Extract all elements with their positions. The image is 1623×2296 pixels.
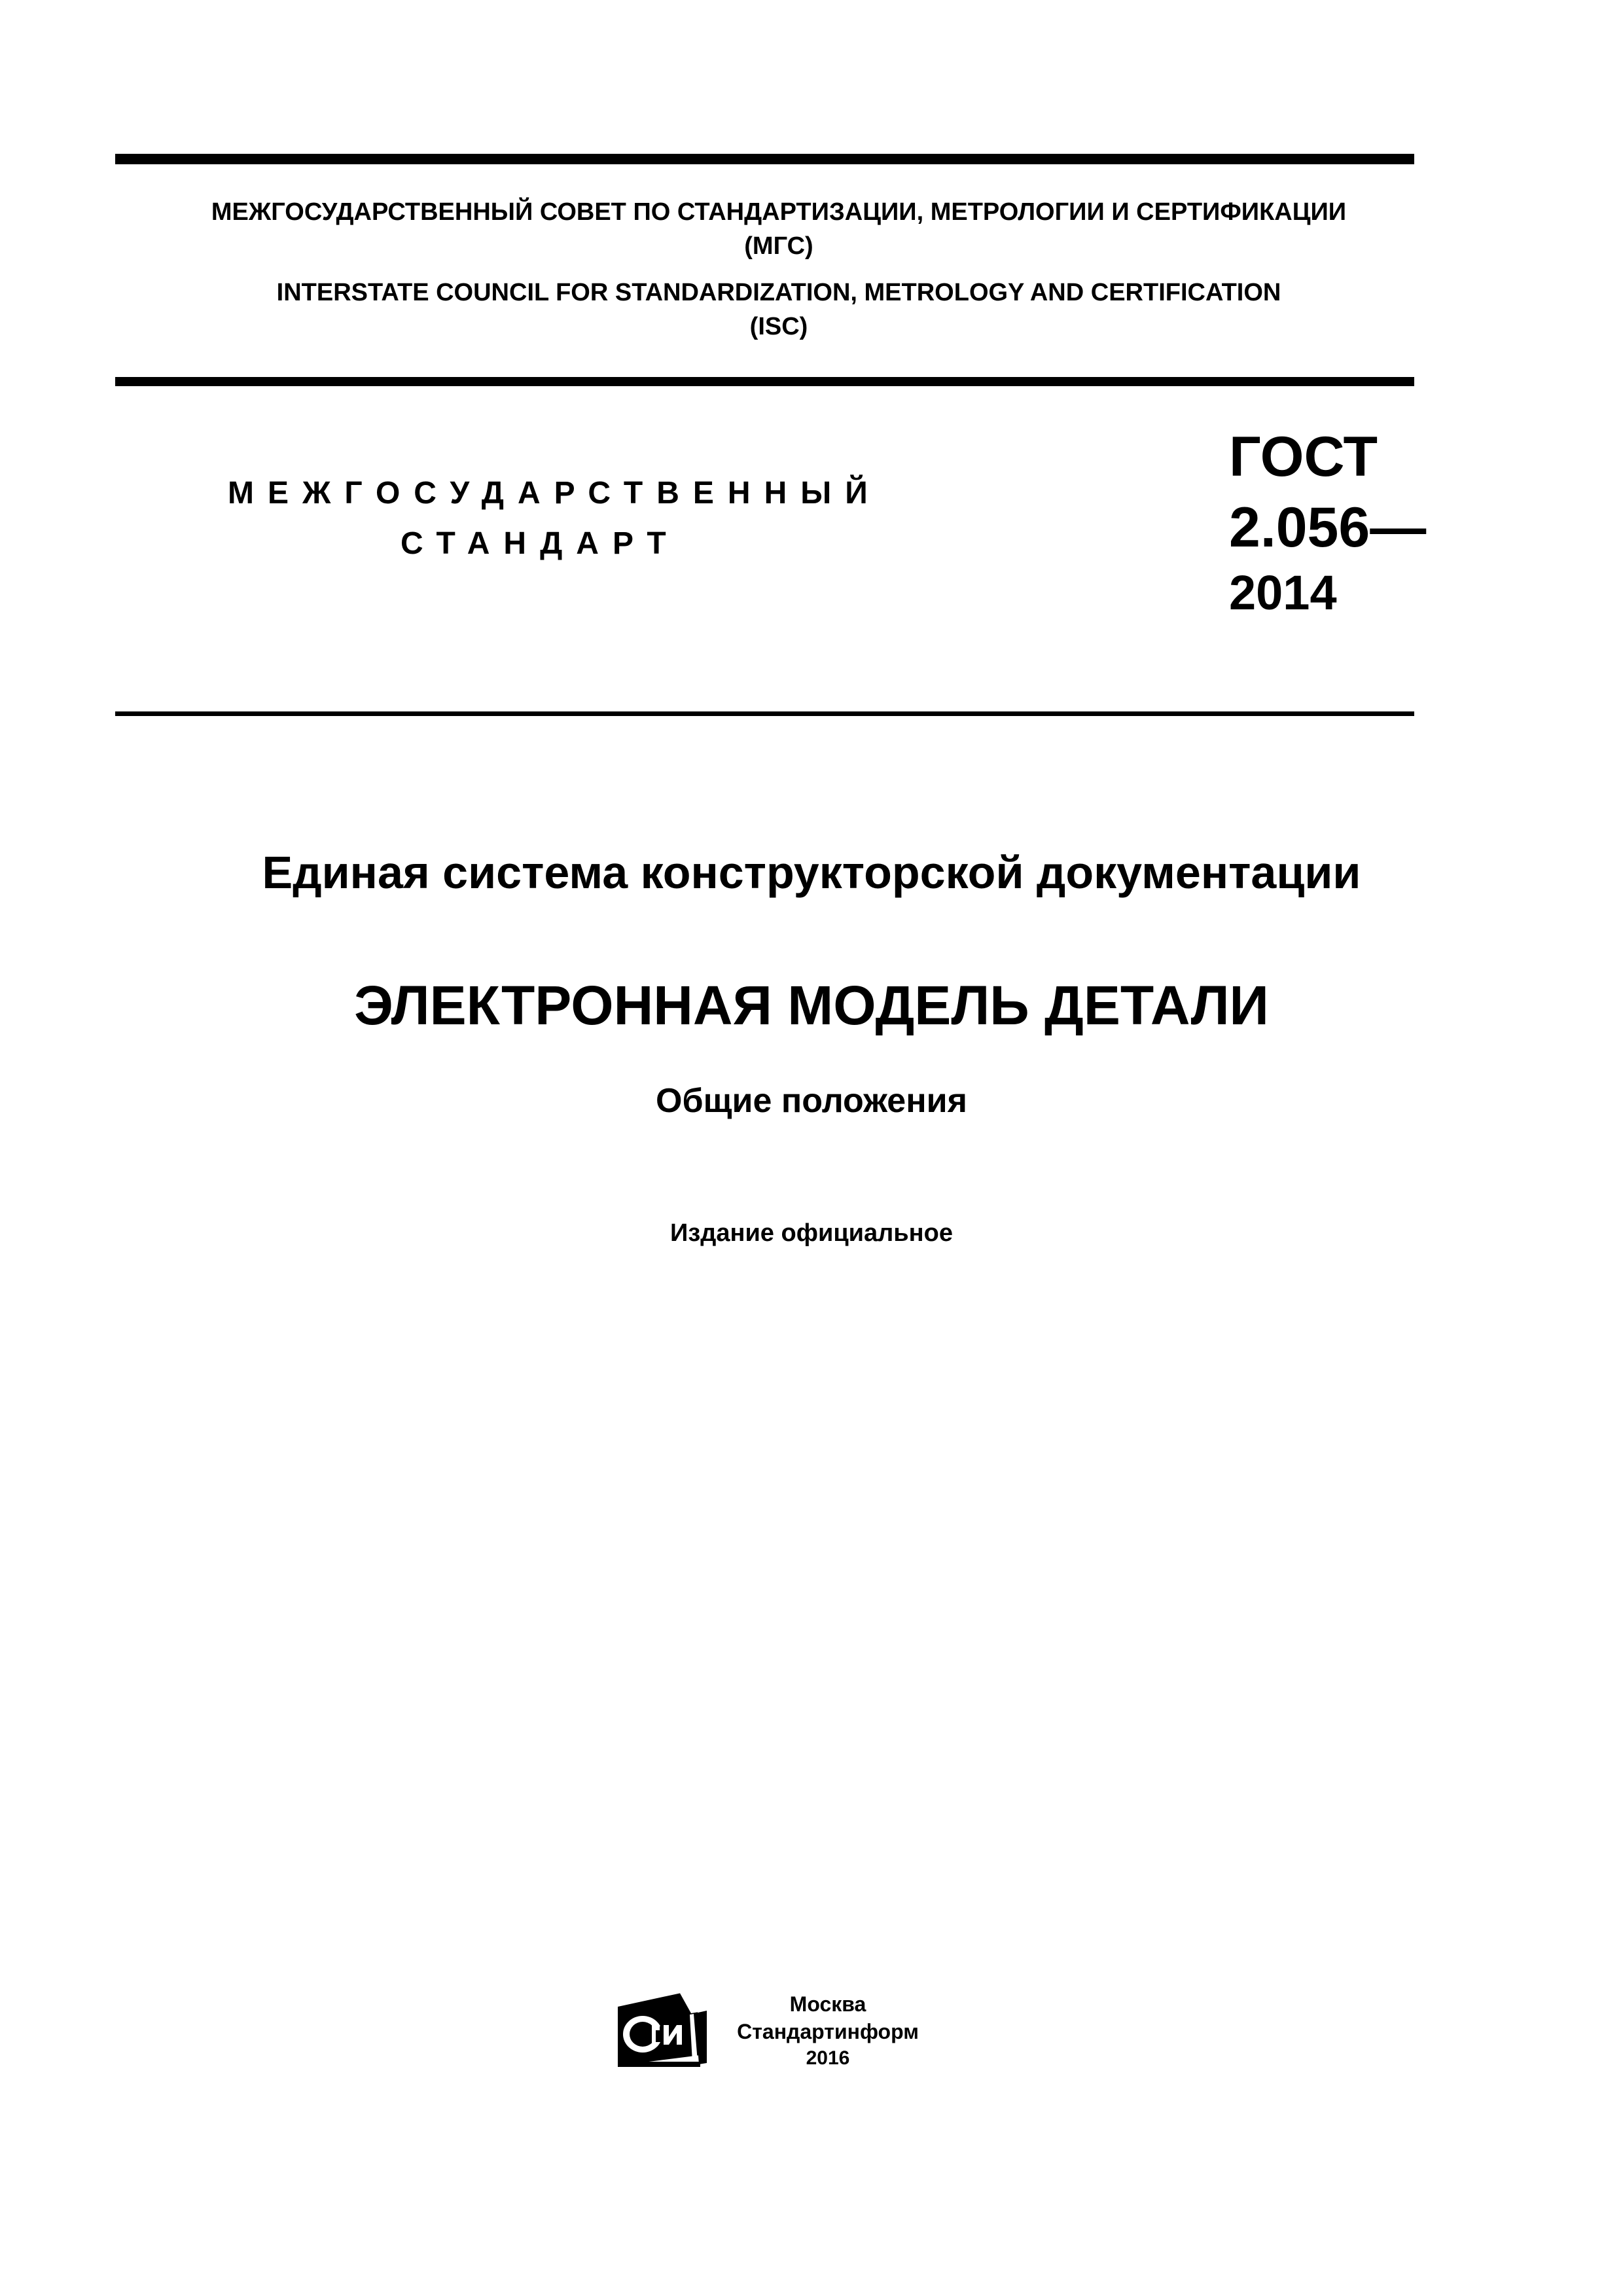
document-subtitle: Общие положения	[656, 1082, 967, 1120]
document-title: ЭЛЕКТРОННАЯ МОДЕЛЬ ДЕТАЛИ	[354, 975, 1269, 1036]
standard-type-line-2: СТАНДАРТ	[401, 526, 680, 561]
standard-number-prefix: ГОСТ	[1229, 425, 1378, 488]
council-name-en: INTERSTATE COUNCIL FOR STANDARDIZATION, METROLOGY AND CERTIFICATION	[276, 279, 1281, 306]
standartinform-logo-icon	[614, 1984, 707, 2071]
publisher-city: Москва	[789, 1992, 866, 2016]
series-title: Единая система конструкторской документации	[262, 847, 1361, 898]
top-divider	[115, 154, 1414, 164]
standard-number-year: 2014	[1229, 565, 1337, 620]
middle-divider	[115, 377, 1414, 386]
lower-divider	[115, 711, 1414, 716]
publisher-name: Стандартинформ	[737, 2020, 919, 2043]
standard-type-line-1: МЕЖГОСУДАРСТВЕННЫЙ	[228, 476, 882, 511]
council-abbr-en: (ISC)	[749, 313, 808, 340]
council-name-ru: МЕЖГОСУДАРСТВЕННЫЙ СОВЕТ ПО СТАНДАРТИЗАЦИИ, МЕТРОЛОГИИ И СЕРТИФИКАЦИИ	[211, 198, 1347, 226]
publication-year: 2016	[806, 2047, 850, 2069]
edition-note: Издание официальное	[670, 1219, 953, 1247]
council-abbr-ru: (МГС)	[744, 232, 813, 260]
standard-number-code: 2.056—	[1229, 496, 1427, 559]
